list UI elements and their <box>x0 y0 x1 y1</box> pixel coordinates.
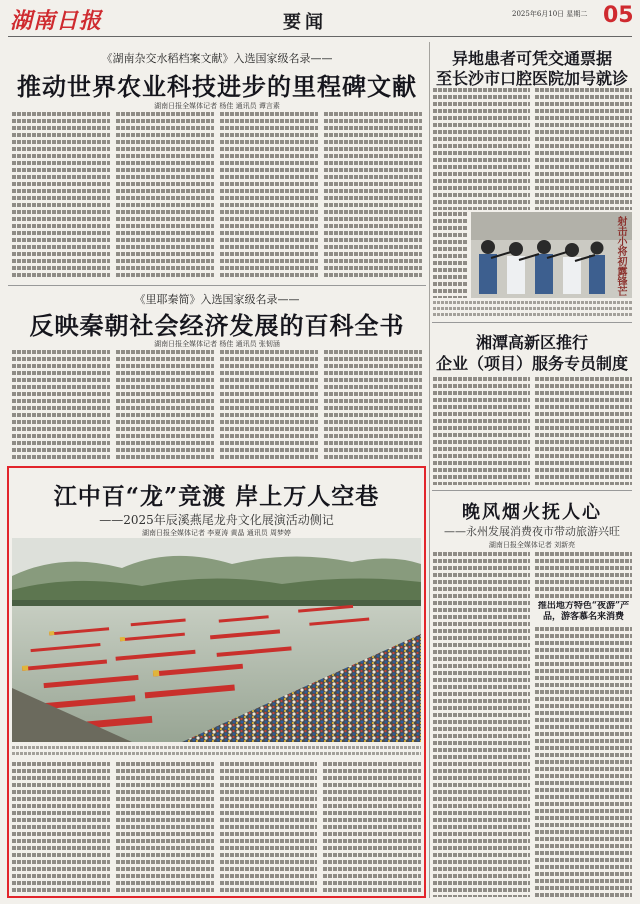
photo-caption <box>433 301 632 318</box>
column-divider <box>429 42 430 898</box>
rice-byline: 湖南日报全媒体记者 杨佳 通讯员 谭言素 <box>154 102 280 110</box>
masthead-rule <box>8 36 632 37</box>
body-column <box>12 112 110 280</box>
body-column <box>116 350 214 460</box>
liye-body <box>12 350 422 460</box>
body-column <box>324 112 422 280</box>
body-column <box>535 377 632 485</box>
dental-headline-2: 至长沙市口腔医院加号就诊 <box>435 69 628 88</box>
xiangtan-headline-1: 湘潭高新区推行 <box>475 333 588 352</box>
article-divider <box>432 322 632 323</box>
body-column <box>12 350 110 460</box>
dragonboat-byline: 湖南日报全媒体记者 李夏涛 黄晶 通讯员 周梦婷 <box>142 529 291 537</box>
xiangtan-headline-2: 企业（项目）服务专员制度 <box>435 354 628 373</box>
dragonboat-body <box>12 762 421 893</box>
page-number: 05 <box>603 3 634 28</box>
body-column <box>433 377 530 485</box>
body-column <box>433 88 530 210</box>
article-divider <box>432 490 632 491</box>
section-title: 要闻 <box>283 12 327 33</box>
photo-caption <box>12 746 421 756</box>
rice-body <box>12 112 422 280</box>
body-column <box>323 762 421 893</box>
shooting-kids-photo <box>471 212 632 298</box>
masthead-logo: 湖南日报 <box>10 8 103 34</box>
rice-headline: 推动世界农业科技进步的里程碑文献 <box>17 72 417 101</box>
body-column <box>116 112 214 280</box>
body-column <box>12 762 110 893</box>
dragonboat-subhead: ——2025年辰溪燕尾龙舟文化展演活动侧记 <box>99 513 334 527</box>
dental-body <box>433 88 632 210</box>
rice-kicker: 《湖南杂交水稻档案文献》入选国家级名录—— <box>101 52 333 65</box>
yongzhou-subhead: ——永州发展消费夜市带动旅游兴旺 <box>444 525 620 538</box>
liye-byline: 湖南日报全媒体记者 杨佳 通讯员 张韧涵 <box>154 340 280 348</box>
body-column <box>324 350 422 460</box>
liye-kicker: 《里耶秦简》入选国家级名录—— <box>134 293 300 306</box>
photo-title: 射击小将初露锋芒 <box>615 216 626 296</box>
xiangtan-body <box>433 377 632 485</box>
body-column <box>535 88 632 210</box>
dragon-boat-photo <box>12 538 421 742</box>
yongzhou-byline: 湖南日报全媒体记者 刘新亮 <box>488 541 576 549</box>
yongzhou-section-head: 推出地方特色“夜游”产品，游客慕名来消费 <box>537 601 630 622</box>
body-column <box>116 762 214 893</box>
yongzhou-headline: 晚风烟火抚人心 <box>462 502 602 523</box>
dragonboat-headline: 江中百“龙”竞渡 岸上万人空巷 <box>53 483 380 510</box>
body-column <box>220 112 318 280</box>
liye-headline: 反映秦朝社会经济发展的百科全书 <box>29 311 405 340</box>
yongzhou-body-right <box>535 627 632 897</box>
yongzhou-body-right-top <box>535 552 632 598</box>
article-divider <box>8 285 426 286</box>
dental-headline-1: 异地患者可凭交通票据 <box>451 49 612 68</box>
dental-body-continued <box>433 212 467 298</box>
body-column <box>220 762 318 893</box>
issue-date: 2025年6月10日 星期二 <box>512 10 588 18</box>
body-column <box>220 350 318 460</box>
yongzhou-body-left <box>433 552 530 897</box>
